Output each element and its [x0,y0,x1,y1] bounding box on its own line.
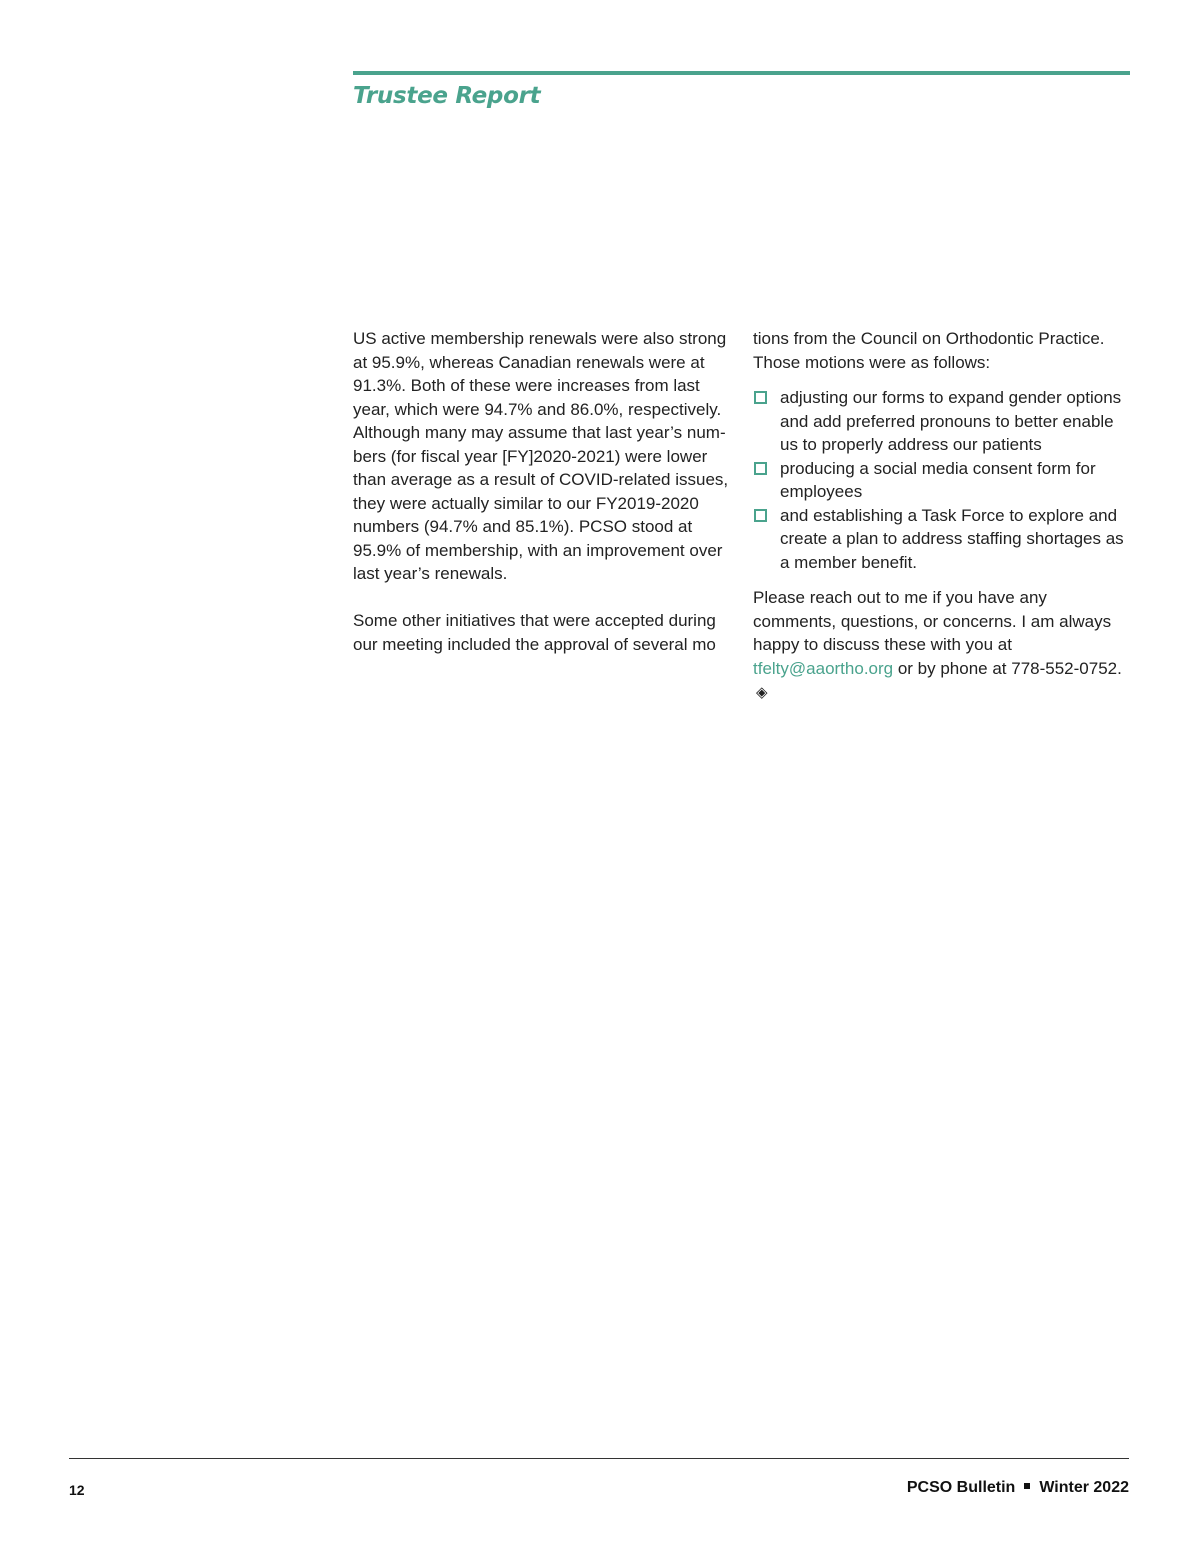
right-paragraph-1: tions from the Council on Orthodontic Practice. Those motions were as follows: [753,329,1105,372]
motions-list [753,386,1133,574]
closing-text: Please reach out to me if you have any comments, questions, or concerns. I am always happy to discuss these with you at [753,588,1112,654]
left-paragraph-2: Some other initiatives that were accepted during our meeting included the approval of several mo [353,611,716,654]
square-separator-icon [1024,1483,1030,1489]
issue-name: Winter 2022 [1039,1479,1129,1496]
closing-text-end: or by phone at 778-552-0752. [893,658,1122,678]
section-title: Trustee Report [353,83,541,109]
square-bullet-icon [754,391,767,404]
square-bullet-icon [754,509,767,522]
motion-text: producing a social media consent form for employees [780,458,1096,501]
publication-footer [907,1479,1129,1497]
closing-paragraph [753,586,1133,705]
email-link[interactable]: tfelty@aaortho.org [753,658,894,678]
header-rule [353,71,1130,75]
publication-name: PCSO Bulletin [906,1479,1016,1496]
footer-rule [69,1458,1129,1459]
left-paragraph-1: US active membership renewals were also strong at 95.9%, whereas Canadian renewals were at 91.3%. Both of these were increases from last year, which were 94.7% and 86.0%, respectively. Although many may assume that last year’s numbers (for fiscal year [FY]2020-2021) were lower than average as a result of COVID-related issues, they were actually similar to our FY2019-2020 numbers (94.7% and 85.1%). PCSO stood at 95.9% of membership, with an improvement over last year’s renewals. [353,329,729,583]
end-of-article-icon: ◈ [756,684,768,701]
page-number: 12 [69,1482,85,1498]
right-column [753,327,1133,705]
list-item [753,386,1133,457]
square-bullet-icon [754,462,767,475]
list-item [753,457,1133,504]
left-column [353,327,733,656]
list-item [753,504,1133,575]
motion-text: and establishing a Task Force to explore and create a plan to address staffing shortages as a member benefit. [780,505,1124,572]
motion-text: adjusting our forms to expand gender options and add preferred pronouns to better enable us to properly address our patients [780,388,1122,454]
